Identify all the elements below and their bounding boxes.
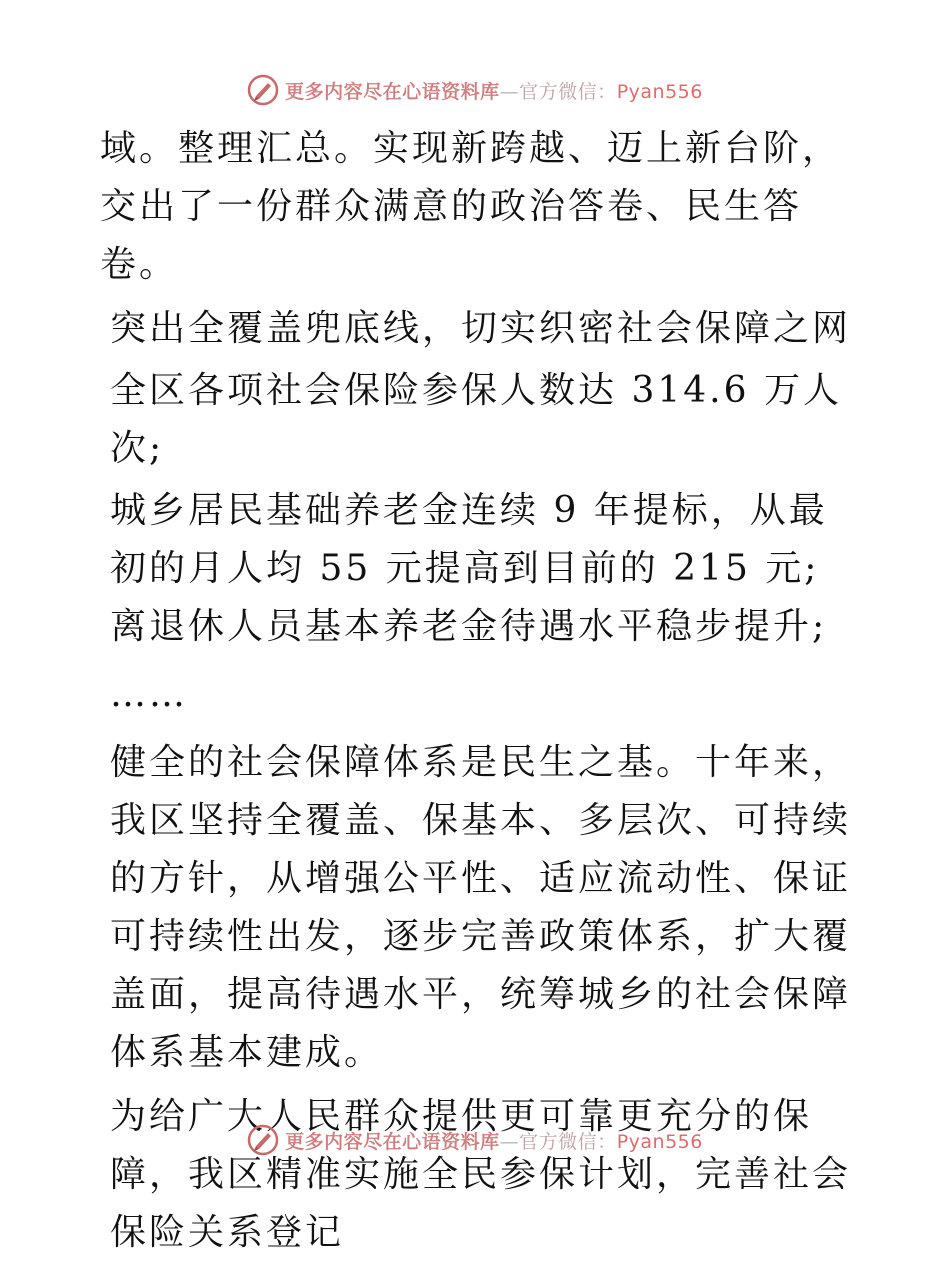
paragraph-4: 城乡居民基础养老金连续 9 年提标，从最初的月人均 55 元提高到目前的 215 元; 离退休人员基本养老金待遇水平稳步提升;	[110, 490, 828, 647]
paragraph-1: 域。整理汇总。实现新跨越、迈上新台阶，交出了一份群众满意的政治答卷、民生答卷。	[100, 128, 842, 285]
footer-banner-sep: —	[499, 1130, 520, 1153]
footer-banner-main: 更多内容尽在心语资料库	[285, 1130, 500, 1153]
footer-banner-wechat: 官方微信：	[519, 1130, 617, 1153]
document-body	[100, 120, 860, 1262]
paragraph-6: 健全的社会保障体系是民生之基。十年来，我区坚持全覆盖、保基本、多层次、可持续的方针，从增强公平性、适应流动性、保证可持续性出发，逐步完善政策体系，扩大覆盖面，提高待遇水平，统筹城乡的社会保障体系基本建成。	[110, 742, 852, 1073]
header-banner-main: 更多内容尽在心语资料库	[285, 80, 500, 103]
footer-banner	[0, 1120, 950, 1160]
header-banner-id: Pyan556	[616, 80, 703, 103]
paragraph-3: 全区各项社会保险参保人数达 314.6 万人次;	[110, 370, 842, 469]
paragraph-2: 突出全覆盖兜底线，切实织密社会保障之网	[110, 308, 852, 349]
header-banner-sep: —	[499, 80, 520, 103]
logo-icon	[247, 74, 279, 106]
footer-banner-id: Pyan556	[616, 1130, 703, 1153]
header-banner-wechat: 官方微信：	[519, 80, 617, 103]
paragraph-7: 为给广大人民群众提供更可靠更充分的保障，我区精准实施全民参保计划，完善社会保险关系登记	[110, 1096, 852, 1253]
header-banner-text	[285, 77, 703, 104]
header-banner	[0, 70, 950, 110]
paragraph-5: ……	[110, 674, 188, 715]
footer-banner-text	[285, 1127, 703, 1154]
logo-icon	[247, 1124, 279, 1156]
